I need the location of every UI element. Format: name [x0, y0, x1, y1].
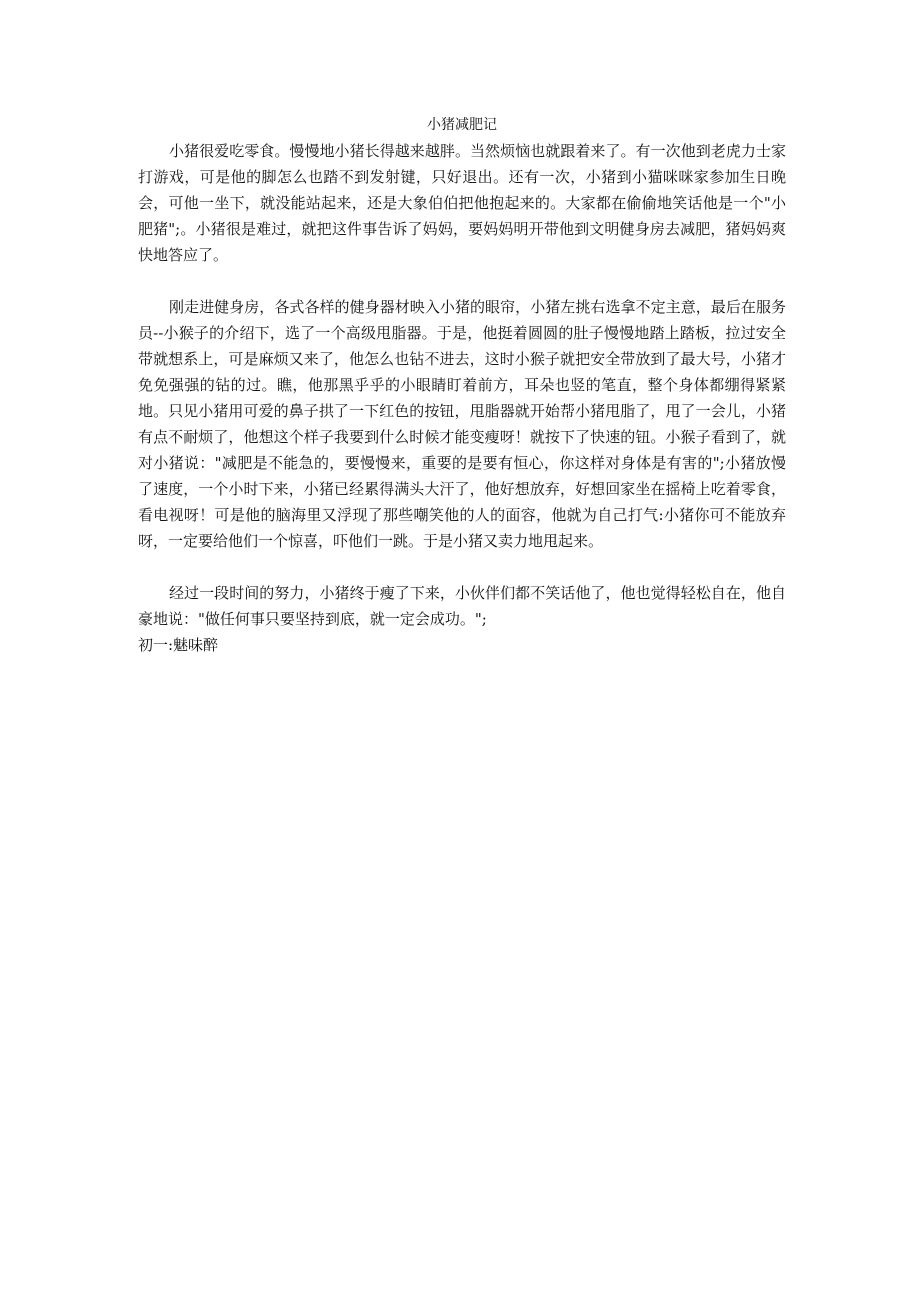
paragraph-spacer: [138, 268, 786, 294]
document-title: 小猪减肥记: [427, 117, 497, 133]
author-signature: 初一:魅味醉: [138, 636, 219, 654]
document-page: [138, 112, 786, 658]
paragraph-3: 经过一段时间的努力，小猪终于瘦了下来，小伙伴们都不笑话他了，他也觉得轻松自在，他自豪地说："做任何事只要坚持到底，就一定会成功。";: [138, 584, 786, 628]
paragraph-2: 刚走进健身房，各式各样的健身器材映入小猪的眼帘，小猪左挑右选拿不定主意，最后在服务员--小猴子的介绍下，选了一个高级甩脂器。于是，他挺着圆圆的肚子慢慢地踏上踏板，拉过安全带就想系上，可是麻烦又来了，他怎么也钻不进去，这时小猴子就把安全带放到了最大号，小猪才免免强强的钻的过。瞧，他那黑乎乎的小眼睛盯着前方，耳朵也竖的笔直，整个身体都绷得紧紧地。只见小猪用可爱的鼻子拱了一下红色的按钮，甩脂器就开始帮小猪甩脂了，甩了一会儿，小猪有点不耐烦了，他想这个样子我要到什么时候才能变瘦呀！就按下了快速的钮。小猴子看到了，就对小猪说："减肥是不能急的，要慢慢来，重要的是要有恒心，你这样对身体是有害的";小猪放慢了速度，一个小时下来，小猪已经累得满头大汗了，他好想放弃，好想回家坐在摇椅上吃着零食，看电视呀！可是他的脑海里又浮现了那些嘲笑他的人的面容，他就为自己打气:小猪你可不能放弃呀，一定要给他们一个惊喜，吓他们一跳。于是小猪又卖力地甩起来。: [138, 298, 786, 550]
paragraph-spacer: [138, 554, 786, 580]
paragraph-1: 小猪很爱吃零食。慢慢地小猪长得越来越胖。当然烦恼也就跟着来了。有一次他到老虎力士家打游戏，可是他的脚怎么也踏不到发射键，只好退出。还有一次，小猪到小猫咪咪家参加生日晚会，可他一坐下，就没能站起来，还是大象伯伯把他抱起来的。大家都在偷偷地笑话他是一个"小肥猪";。小猪很是难过，就把这件事告诉了妈妈，要妈妈明开带他到文明健身房去减肥，猪妈妈爽快地答应了。: [138, 142, 786, 264]
